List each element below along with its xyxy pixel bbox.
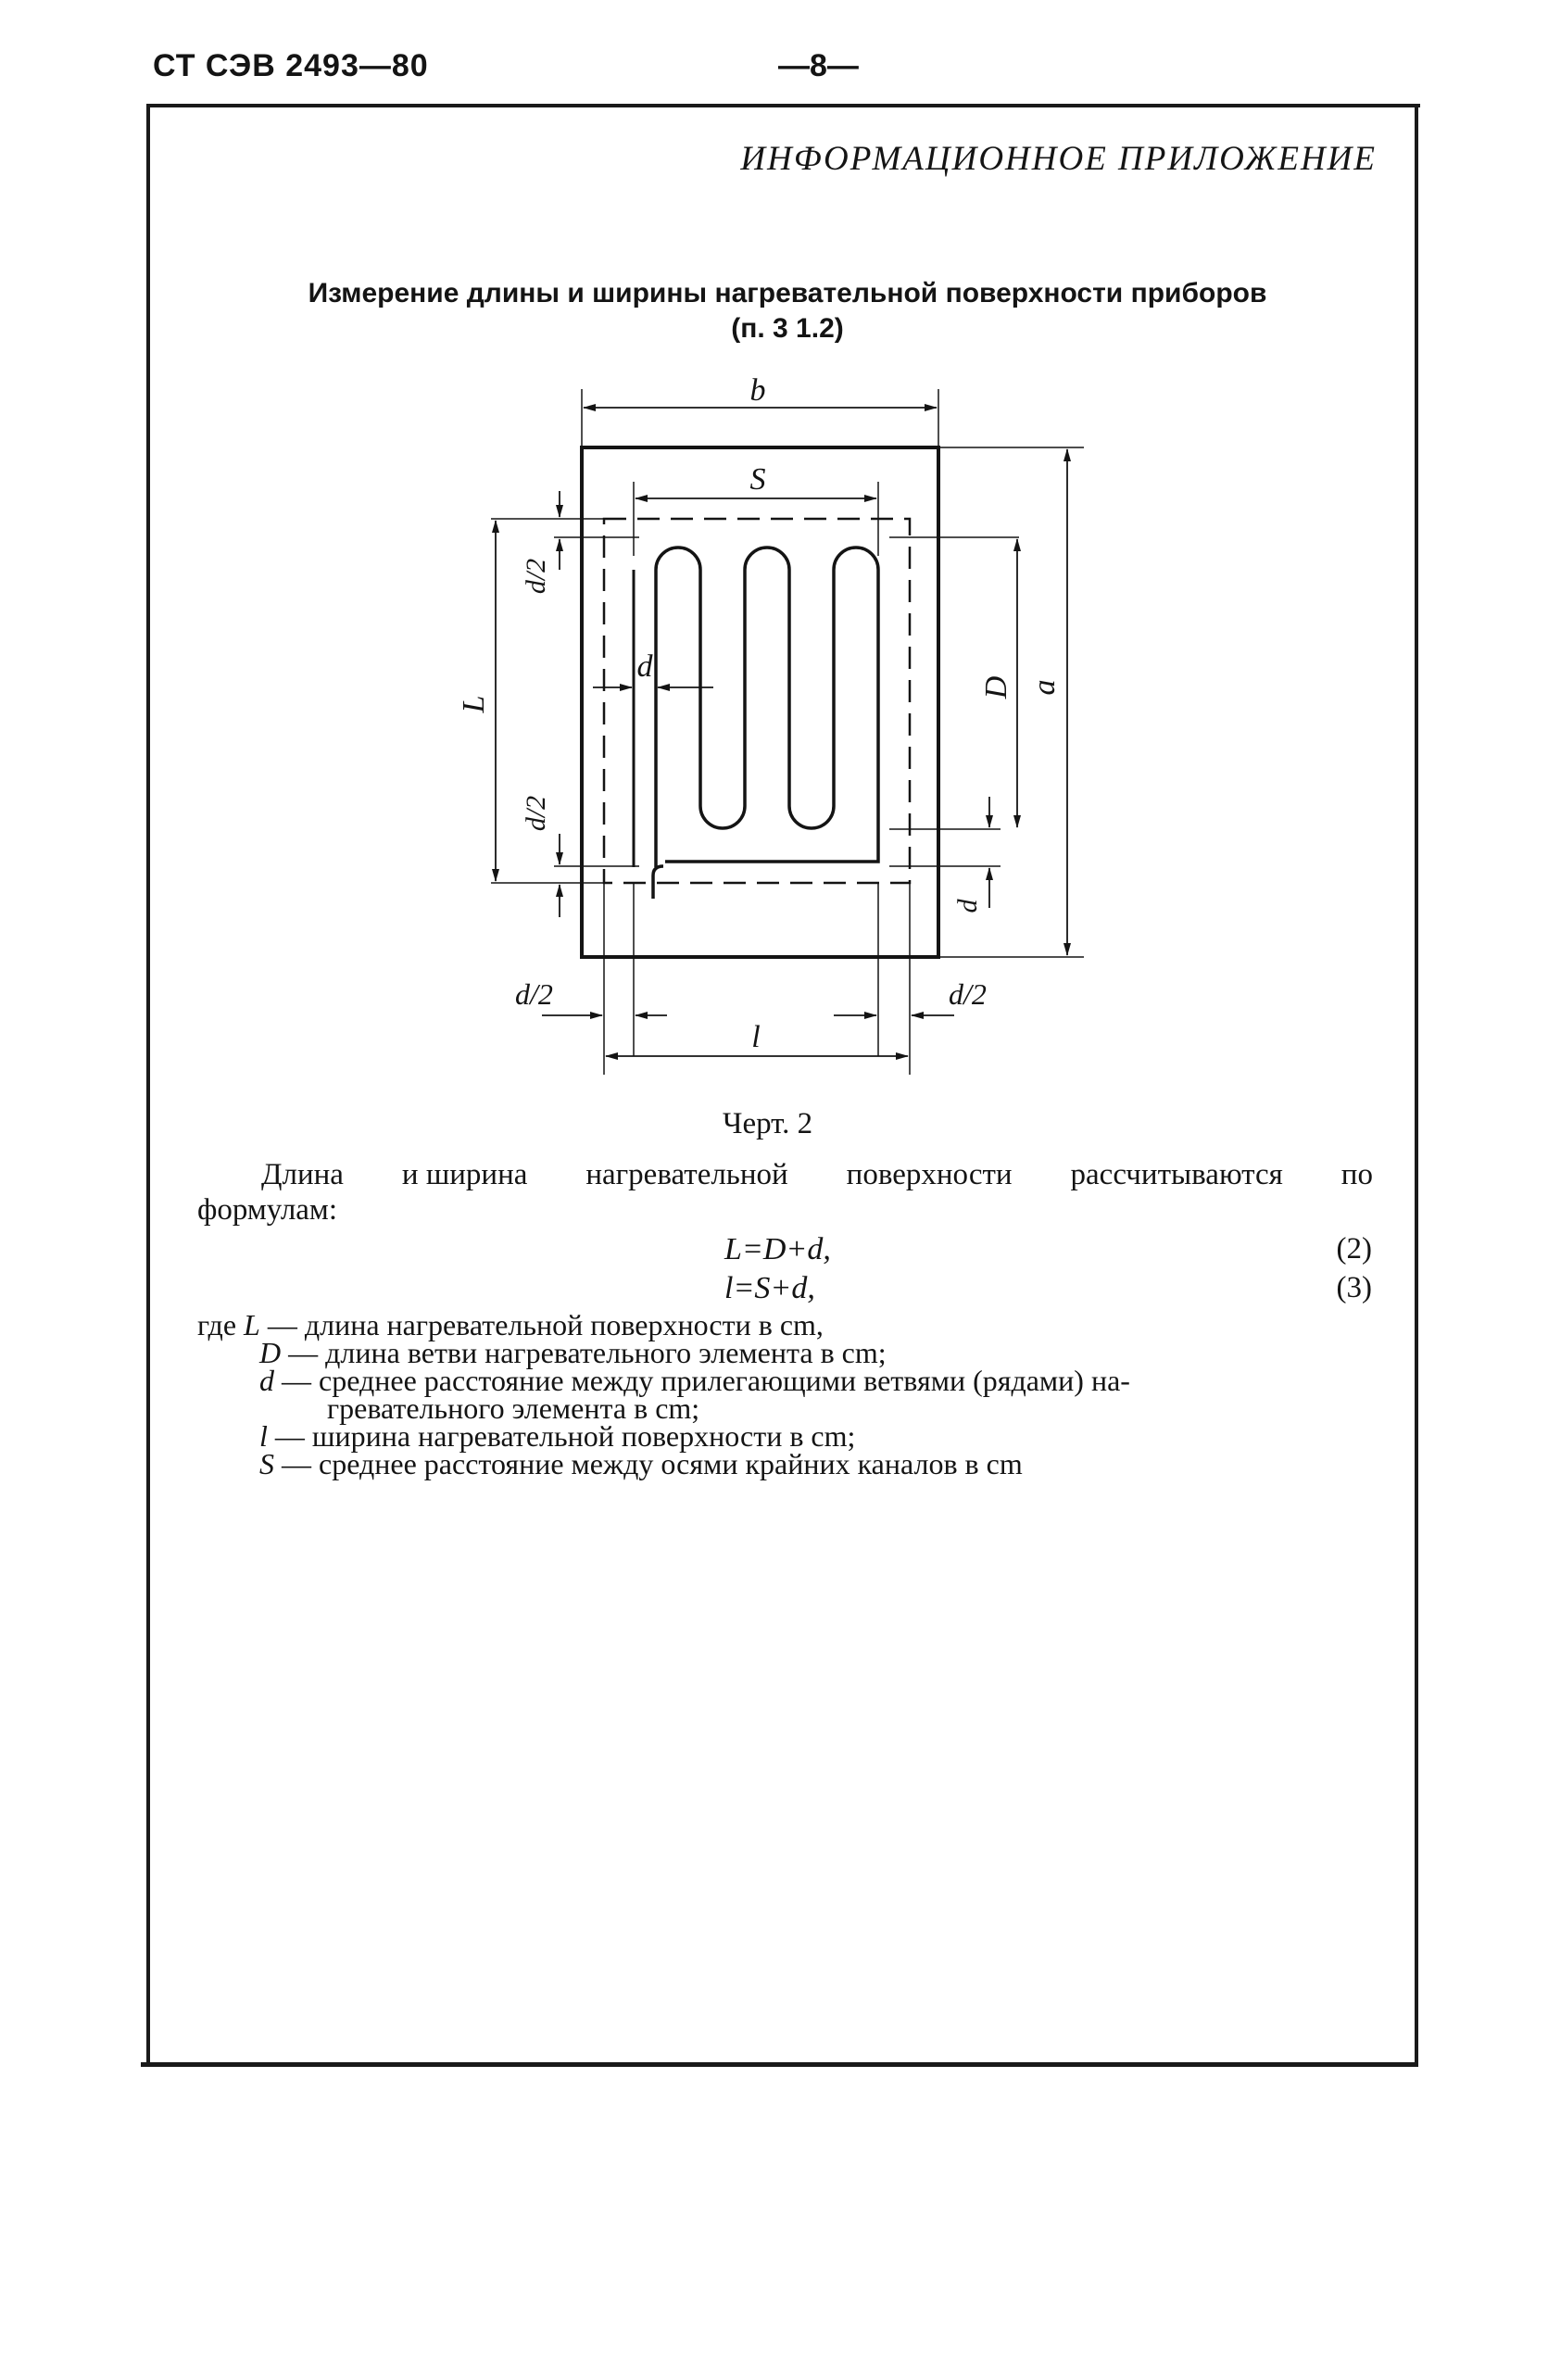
legend-symbol: l xyxy=(259,1419,268,1453)
intro-word: по xyxy=(1340,1158,1373,1191)
legend-text: — среднее расстояние между прилегающими ветвями (рядами) на- xyxy=(282,1364,1130,1397)
frame-bottom-border xyxy=(141,2062,1418,2067)
legend-row xyxy=(197,1447,1392,1480)
label-d-middle: d xyxy=(636,649,653,684)
document-code: СТ СЭВ 2493—80 xyxy=(153,48,429,83)
legend-symbol: D xyxy=(259,1336,282,1369)
legend-text: — среднее расстояние между осями крайних каналов в cm xyxy=(282,1447,1023,1480)
legend-text: — длина нагревательной поверхности в cm, xyxy=(267,1308,824,1341)
label-d-right: d xyxy=(952,899,983,913)
label-d-half-top-left: d/2 xyxy=(521,558,551,595)
intro-text-line-1 xyxy=(261,1156,1373,1193)
dashed-surface-boundary xyxy=(604,519,910,883)
intro-word: рассчитываются xyxy=(1070,1158,1283,1191)
legend-row xyxy=(197,1364,1392,1397)
legend-text: — ширина нагревательной поверхности в cm; xyxy=(274,1419,856,1453)
symbol-legend xyxy=(197,1308,1392,1480)
legend-text: — длина ветви нагревательного элемента в cm; xyxy=(288,1336,887,1369)
figure-caption: Черт. 2 xyxy=(723,1107,813,1140)
legend-row xyxy=(197,1419,1392,1453)
intro-text-line-2: формулам: xyxy=(197,1193,337,1227)
figure-title-line-1: Измерение длины и ширины нагревательной поверхности приборов xyxy=(308,278,1267,309)
page-number: —8— xyxy=(778,48,859,83)
label-S: S xyxy=(749,462,766,497)
frame-left-border xyxy=(146,104,150,2063)
legend-row xyxy=(197,1308,1392,1341)
figure-title xyxy=(185,276,1390,346)
label-a: a xyxy=(1027,679,1062,696)
heating-surface-drawing xyxy=(435,375,1121,1098)
serpentine-element xyxy=(656,548,878,867)
legend-row-continuation xyxy=(197,1391,1392,1425)
intro-word: нагревательной xyxy=(585,1158,788,1191)
appendix-label: ИНФОРМАЦИОННОЕ ПРИЛОЖЕНИЕ xyxy=(740,140,1377,178)
label-D: D xyxy=(979,675,1013,699)
frame-top-border xyxy=(146,104,1420,107)
intro-word: Длина xyxy=(261,1158,344,1191)
legend-symbol: L xyxy=(244,1308,260,1341)
intro-word: и ширина xyxy=(401,1158,528,1191)
label-d-half-bottom-right-horizontal: d/2 xyxy=(949,977,987,1011)
legend-prefix: где xyxy=(197,1308,237,1341)
formula-2: L=D+d, xyxy=(724,1232,831,1266)
label-b: b xyxy=(749,375,766,408)
formula-3: l=S+d, xyxy=(724,1271,815,1305)
formula-3-number: (3) xyxy=(1336,1271,1372,1304)
label-d-half-bottom-left-horizontal: d/2 xyxy=(515,977,553,1011)
label-l: l xyxy=(751,1020,761,1054)
legend-text: гревательного элемента в cm; xyxy=(327,1391,700,1425)
label-L: L xyxy=(457,695,491,713)
intro-word: поверхности xyxy=(846,1158,1013,1191)
legend-row xyxy=(197,1336,1392,1369)
legend-symbol: S xyxy=(259,1447,274,1480)
label-d-half-bottom-left: d/2 xyxy=(521,795,551,832)
legend-symbol: d xyxy=(259,1364,274,1397)
figure-title-line-2: (п. 3 1.2) xyxy=(731,313,844,344)
outer-plate xyxy=(582,447,938,957)
frame-right-border xyxy=(1415,104,1418,2063)
formula-2-number: (2) xyxy=(1336,1232,1372,1266)
